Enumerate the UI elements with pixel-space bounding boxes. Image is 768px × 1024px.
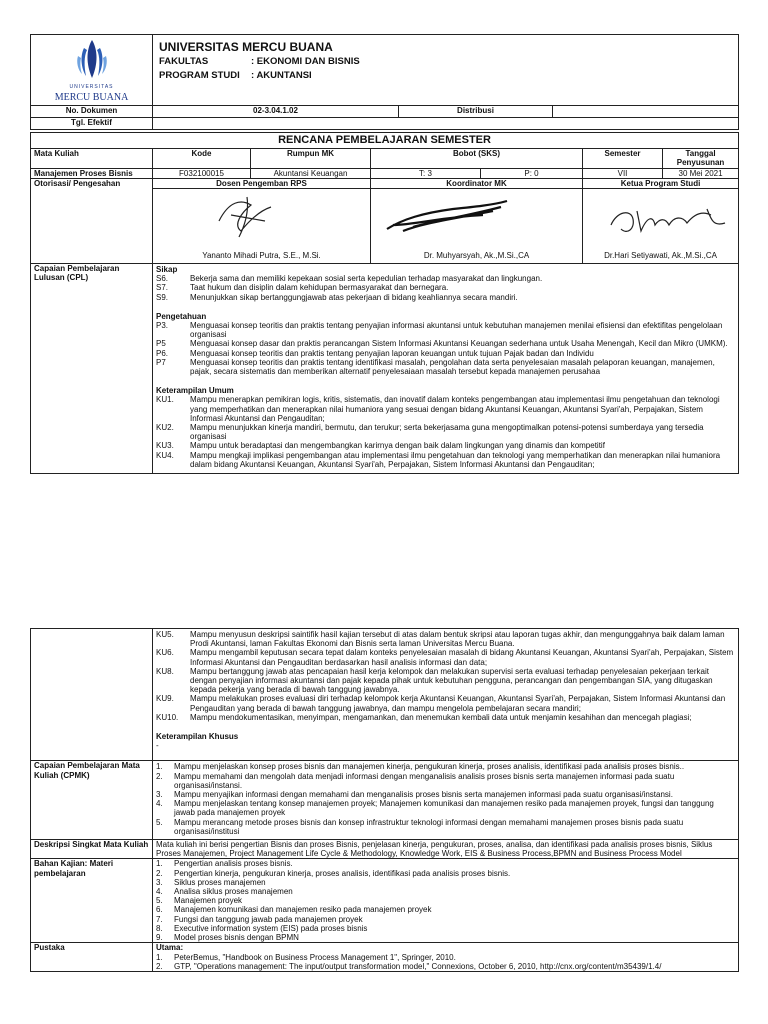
- course-code: F032100015: [153, 168, 251, 178]
- auth-header-head: Ketua Program Studi: [583, 178, 739, 188]
- logo-text: MERCU BUANA: [54, 91, 129, 103]
- kk-title: Keterampilan Khusus: [156, 732, 239, 742]
- cpl-content-continued: [153, 629, 739, 761]
- list-item: 5. Mampu merancang metode proses bisnis dan konsep infrastruktur teknologi informasi dengan memahami manajemen proses bisnis pada suatu organisasi/institusi: [156, 817, 684, 836]
- bahan-content: [153, 859, 739, 943]
- signature-head-icon: [607, 201, 737, 241]
- list-item: 1. Mampu menjelaskan konsep proses bisnis dan manajemen kinerja, pengukuran kinerja, proses analisis, identifikasi pada analisis proses bisnis..: [156, 762, 685, 772]
- program-value: : AKUNTANSI: [251, 70, 312, 82]
- course-header-code: Kode: [153, 149, 251, 168]
- rps-title: RENCANA PEMBELAJARAN SEMESTER: [31, 133, 739, 149]
- list-item: 9. Model proses bisnis dengan BPMN: [156, 933, 299, 943]
- signature-cell-head: [583, 189, 739, 264]
- university-name: UNIVERSITAS MERCU BUANA: [159, 40, 333, 54]
- signer-name-coordinator: Dr. Muhyarsyah, Ak.,M.Si.,CA: [423, 250, 530, 260]
- authorization-label: Otorisasi/ Pengesahan: [31, 178, 153, 263]
- list-item: 1. Pengertian analisis proses bisnis.: [156, 859, 293, 869]
- course-semester: VII: [583, 168, 663, 178]
- cpmk-label: Capaian Pembelajaran Mata Kuliah (CPMK): [31, 761, 153, 840]
- course-name: Manajemen Proses Bisnis: [31, 168, 153, 178]
- logo-cell: UNIVERSITAS MERCU BUANA: [31, 35, 153, 106]
- course-header-date: Tanggal Penyusunan: [663, 149, 739, 168]
- list-item: 5. Manajemen proyek: [156, 896, 243, 906]
- list-item: 3. Siklus proses manajemen: [156, 877, 266, 887]
- auth-header-coordinator: Koordinator MK: [371, 178, 583, 188]
- course-date: 30 Mei 2021: [663, 168, 739, 178]
- document-page-2: [0, 626, 768, 1024]
- course-header-name: Mata Kuliah: [31, 149, 153, 168]
- list-item: KU8. Mampu bertanggung jawab atas pencapaian hasil kerja kelompok dan melakukan supervisi serta evaluasi terhadap penyelesaian pekerjaan terkait dengan penyajian informasi akuntansi dan pajak kepada pihak untuk kebutuhan pengguna, perancangan dan pengembangan SIA, yang ditugaskan kepada pekerja yang berada di bawah tanggung jawabnya.: [156, 666, 713, 695]
- rps-table-continued: [30, 628, 739, 972]
- list-item: 1. PeterBemus, "Handbook on Business Process Management 1", Springer, 2010.: [156, 952, 456, 962]
- list-item: P3. Menguasai konsep teoritis dan praktis tentang penyajian informasi akuntansi untuk kebutuhan manajemen menilai efisiensi dan efektifitas pengelolaan organisasi: [156, 321, 723, 340]
- pustaka-content: [153, 943, 739, 972]
- list-item: KU9. Mampu melakukan proses evaluasi diri terhadap kelompok kerja Akuntansi Keuangan, Akuntansi Syari'ah, Perpajakan, Sistem Informasi Akuntansi dan Pengauditan yang berada di bawah tanggung jawabnya, dan mampu mengelola pembelajaran secara mandiri;: [156, 694, 726, 713]
- list-item: KU1. Mampu menerapkan pemikiran logis, kritis, sistematis, dan inovatif dalam konteks pengembangan atau implementasi ilmu pengetahuan dan teknologi yang memperhatikan dan menerapkan nilai humaniora yang sesuai dengan bidang Akuntansi Keuangan, Akuntansi Syari'ah, Perpajakan, Sistem Informasi Akuntansi dan Pengauditan;: [156, 395, 720, 423]
- course-header-cluster: Rumpun MK: [251, 149, 371, 168]
- list-item: S6. Bekerja sama dan memiliki kepekaan sosial serta kepedulian terhadap masyarakat dan lingkungan.: [156, 274, 543, 284]
- signature-cell-rps: [153, 189, 371, 264]
- list-item: 2. Pengertian kinerja, pengukuran kinerja, proses analisis, identifikasi pada analisis proses bisnis.: [156, 868, 511, 878]
- list-item: KU2. Mampu menunjukkan kinerja mandiri, bermutu, dan terukur; serta bekerjasama guna mengoptimalkan potensi-potensi sumberdaya yang tersedia organisasi: [156, 423, 704, 442]
- cpmk-content: [153, 761, 739, 840]
- list-item: KU3. Mampu untuk beradaptasi dan mengembangkan karirnya dengan baik dalam lingkungan yang dinamis dan kompetitif: [156, 441, 605, 451]
- list-item: 8. Executive information system (EIS) pada proses bisnis: [156, 923, 368, 933]
- sikap-title: Sikap: [156, 265, 178, 275]
- list-item: 7. Fungsi dan tanggung jawab pada manajemen proyek: [156, 914, 363, 924]
- pengetahuan-title: Pengetahuan: [156, 311, 207, 321]
- university-logo-icon: [72, 38, 112, 82]
- list-item: KU6. Mampu mengambil keputusan secara tepat dalam konteks penyelesaian masalah di bidang Akuntansi Keuangan, Akuntansi Syari'ah, Perpajakan, Sistem Informasi Akuntansi dan Pengauditan berdasarkan hasil analisis informasi dan data;: [156, 648, 734, 667]
- list-item: S9. Menunjukkan sikap bertanggungjawab atas pekerjaan di bidang keahliannya secara mandiri.: [156, 292, 518, 302]
- program-label: PROGRAM STUDI: [159, 70, 240, 82]
- deskripsi-label: Deskripsi Singkat Mata Kuliah: [31, 840, 153, 859]
- list-item: P5 Menguasai konsep dasar dan praktis perancangan Sistem Informasi Akuntansi Keuangan sederhana untuk Usaha Menengah, Kecil dan Mikro (UMKM).: [156, 339, 728, 349]
- rps-table: [30, 132, 739, 474]
- list-item: P7 Menguasai konsep teoritis dan praktis tentang identifikasi masalah, pengolahan data serta penyelesaian masalah pelaporan keuangan, manajemen, pajak, secara sistematis dan memberikan alternatif penyelesaiaan masalah tersebut kepada manajemen perusahaa: [156, 357, 715, 377]
- list-item: P6. Menguasai konsep teoritis dan praktis tentang penyajian laporan keuangan untuk tujuan Pajak badan dan Individu: [156, 348, 594, 358]
- list-item: 3. Mampu menyajikan informasi dengan memahami dan menganalisis proses bisnis serta manajemen informasi pada suatu organisasi/instansi.: [156, 790, 673, 800]
- effective-date-value: [153, 118, 739, 130]
- faculty-label: FAKULTAS: [159, 56, 209, 68]
- course-practice-credits: P: 0: [481, 168, 583, 178]
- list-item: 2. Mampu memahami dan mengolah data menjadi informasi dengan menganalisis analisis proses bisnis serta manajemen informasi pada suatu organisasi/instansi.: [156, 771, 675, 790]
- pustaka-title: Utama:: [156, 943, 184, 953]
- list-item: KU5. Mampu menyusun deskripsi saintifik hasil kajian tersebut di atas dalam bentuk skripsi atau laporan tugas akhir, dan mengunggahnya baik dalam laman Prodi Akuntansi, laman Fakultas Ekonomi dan Bisnis serta laman Universitas Mercu Buana.: [156, 630, 725, 649]
- cpl-label: Capaian Pembelajaran Lulusan (CPL): [31, 264, 153, 474]
- course-header-semester: Semester: [583, 149, 663, 168]
- signer-name-head: Dr.Hari Setiyawati, Ak.,M.Si.,CA: [604, 250, 717, 260]
- signature-cell-coordinator: [371, 189, 583, 264]
- list-item: 4. Analisa siklus proses manajemen: [156, 887, 293, 897]
- auth-header-rps: Dosen Pengemban RPS: [153, 178, 371, 188]
- list-item: 6. Manajemen komunikasi dan manajemen resiko pada manajemen proyek: [156, 905, 432, 915]
- course-theory-credits: T: 3: [371, 168, 481, 178]
- effective-date-label: Tgl. Efektif: [31, 118, 153, 130]
- list-item: 2. GTP, "Operations management: The input/output transformation model," Connexions, October 6, 2010, http://cnx.org/content/m35439/1.4/: [156, 961, 662, 971]
- kk-value: -: [156, 741, 159, 751]
- cpl-label-continued: [31, 629, 153, 761]
- doc-no-label: No. Dokumen: [31, 106, 153, 118]
- signer-name-rps: Yananto Mihadi Putra, S.E., M.Si.: [202, 250, 321, 260]
- ku-title: Keterampilan Umum: [156, 386, 234, 396]
- doc-no-value: 02-3.04.1.02: [153, 106, 399, 118]
- course-cluster: Akuntansi Keuangan: [251, 168, 371, 178]
- course-header-credits: Bobot (SKS): [371, 149, 583, 168]
- list-item: S7. Taat hukum dan disiplin dalam kehidupan bermasyarakat dan bernegara.: [156, 283, 449, 293]
- header-table: [30, 34, 739, 130]
- header-info-cell: [153, 35, 739, 106]
- signature-rps-icon: [211, 191, 281, 241]
- bahan-label: Bahan Kajian: Materi pembelajaran: [31, 859, 153, 943]
- faculty-value: : EKONOMI DAN BISNIS: [251, 56, 360, 68]
- distribution-label: Distribusi: [399, 106, 553, 118]
- distribution-value: [553, 106, 739, 118]
- list-item: KU4. Mampu mengkaji implikasi pengembangan atau implementasi ilmu pengetahuan dan teknologi yang memperhatikan dan menerapkan nilai humaniora dalam bidang Akuntansi Keuangan, Akuntansi Syari'ah, Perpajakan, Sistem Informasi Akuntansi dan Pengauditan;: [156, 450, 721, 469]
- list-item: KU10. Mampu mendokumentasikan, menyimpan, mengamankan, dan menemukan kembali data untuk menjamin kesahihan dan mencegah plagiasi;: [156, 712, 692, 722]
- deskripsi-text: Mata kuliah ini berisi pengertian Bisnis dan proses Bisnis, penjelasan kinerja, pengukuran, proses, analisa, dan identifikasi pada analisis proses bisnis, Siklus Proses Manajemen, Project Management Life Cycle & Methodology, Knowledge Work, EIS & Business Process,BPMN and Business Process Model: [153, 840, 739, 859]
- cpl-content: [153, 264, 739, 474]
- list-item: 4. Mampu menjelaskan tentang konsep manajemen proyek; Manajemen komunikasi dan manajemen resiko pada manajemen proyek, fungsi dan tanggung jawab pada manajemen proyek: [156, 799, 714, 818]
- signature-coordinator-icon: [383, 195, 513, 239]
- pustaka-label: Pustaka: [31, 943, 153, 972]
